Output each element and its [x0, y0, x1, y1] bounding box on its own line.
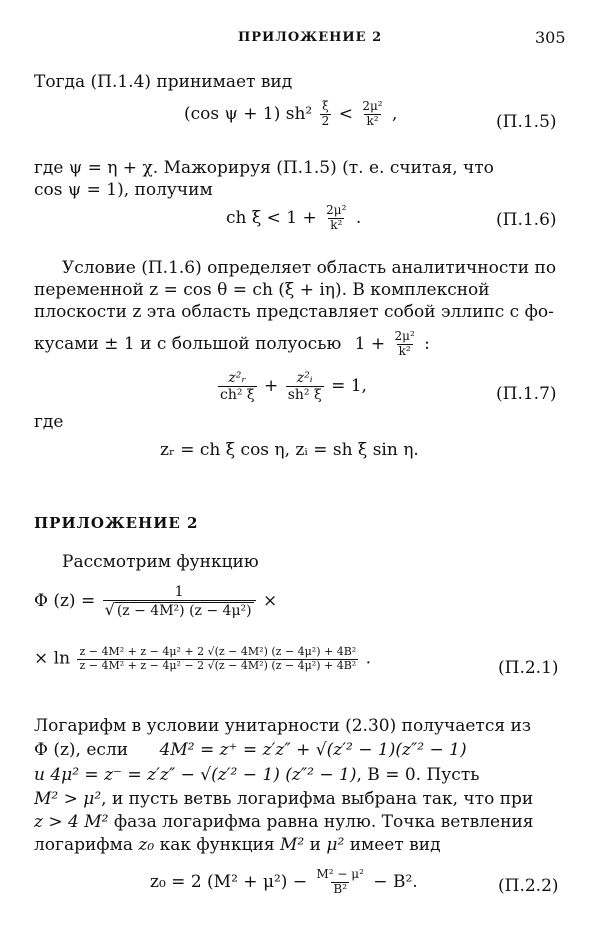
equation-p17 [216, 370, 367, 403]
text-line-1: Тогда (П.1.4) принимает вид [34, 72, 293, 92]
page-number: 305 [535, 28, 566, 47]
text-line-9: Рассмотрим функцию [62, 552, 259, 572]
text-part: кусами ± 1 и с большой полуосью [34, 333, 342, 354]
running-header: ПРИЛОЖЕНИЕ 2 [238, 30, 383, 45]
text-line-10: Логарифм в условии унитарности (2.30) получается из [34, 716, 532, 736]
frac-num: 1 [174, 584, 184, 600]
equation-ln [34, 646, 371, 672]
frac-num: z²ᵢ [296, 370, 313, 386]
eq-fraction [77, 646, 358, 672]
frac-den: k² [398, 343, 411, 358]
text-part: : [418, 333, 430, 354]
eq-fraction [286, 370, 324, 403]
sqrt-sign: √ [104, 600, 115, 620]
text-line-3: cos ψ = 1), получим [34, 180, 213, 200]
eq-part: , [392, 103, 398, 124]
eq-part: (cos ψ + 1) sh² [184, 103, 318, 124]
eq-fraction [320, 100, 332, 129]
equation-p16 [226, 204, 361, 233]
frac-den: ch² ξ [220, 387, 255, 404]
eq-part: . [355, 207, 362, 228]
eq-fraction [360, 100, 384, 129]
frac-num: z²ᵣ [228, 370, 247, 386]
text-line-13 [34, 789, 533, 809]
eq-label-p22: (П.2.2) [498, 876, 559, 896]
frac-den [103, 600, 256, 619]
text-part: как функция [159, 835, 275, 855]
frac-num: 2μ² [394, 329, 415, 343]
equation-phi [34, 584, 277, 619]
condition-1: 4M² = z⁺ = z′z″ + √(z′² − 1)(z″² − 1) [159, 740, 467, 760]
text-line-8: где [34, 412, 64, 432]
frac-den: 2 [321, 113, 330, 128]
condition-3: M² > μ² [34, 789, 102, 809]
text-part: 1 + [354, 333, 391, 354]
equation-zr: zᵣ = ch ξ cos η, zᵢ = sh ξ sin η. [160, 440, 419, 460]
text-line-7 [34, 330, 430, 359]
eq-fraction [324, 204, 348, 233]
eq-fraction [218, 370, 257, 403]
frac-den: k² [366, 113, 379, 128]
eq-fraction [103, 584, 256, 619]
eq-label-p17: (П.1.7) [496, 384, 557, 404]
eq-part: + [264, 376, 284, 397]
eq-fraction [393, 330, 417, 359]
eq-label-p16: (П.1.6) [496, 210, 557, 230]
eq-fraction [315, 868, 366, 897]
frac-num: ξ [322, 99, 329, 113]
text-part: , и пусть ветвь логарифма выбрана так, что при [101, 789, 534, 809]
text-part: Φ (z), если [34, 740, 129, 760]
text-line-2: где ψ = η + χ. Мажорируя (П.1.5) (т. е. считая, что [34, 158, 494, 178]
frac-den: sh² ξ [287, 387, 322, 404]
frac-den: k² [330, 217, 343, 232]
text-part: , B = 0. Пусть [356, 765, 480, 785]
sqrt-body: (z − 4M²) (z − 4μ²) [116, 603, 252, 620]
section-heading: ПРИЛОЖЕНИЕ 2 [34, 514, 199, 532]
text-part: фаза логарифма равна нулю. Точка ветвления [113, 812, 534, 832]
frac-den: B² [333, 881, 348, 896]
text-line-5: переменной z = cos θ = ch (ξ + iη). В комплексной [34, 280, 490, 300]
eq-part: − B². [373, 871, 418, 892]
condition-2: и 4μ² = z⁻ = z′z″ − √(z′² − 1) (z″² − 1) [34, 765, 357, 785]
equation-p15 [184, 100, 397, 129]
eq-part: = 1, [331, 376, 367, 397]
text-part: логарифма [34, 835, 133, 855]
eq-part: . [365, 648, 372, 669]
text-line-14 [34, 812, 534, 832]
equation-p22 [150, 868, 418, 897]
eq-label-p15: (П.1.5) [496, 112, 557, 132]
frac-den: z − 4M² + z − 4μ² − 2 √(z − 4M²) (z − 4μ²) + 4B² [79, 658, 357, 672]
eq-part: ch ξ < 1 + [226, 207, 323, 228]
frac-num: 2μ² [326, 203, 347, 217]
text-line-11 [34, 740, 467, 760]
text-line-4: Условие (П.1.6) определяет область аналитичности по [62, 258, 557, 278]
eq-part: × ln [34, 648, 76, 669]
eq-part: × [263, 591, 278, 612]
eq-part: < [338, 103, 359, 124]
frac-num: z − 4M² + z − 4μ² + 2 √(z − 4M²) (z − 4μ²) + 4B² [79, 645, 357, 658]
frac-num: M² − μ² [316, 867, 364, 881]
eq-label-p21: (П.2.1) [498, 658, 559, 678]
condition-4: z > 4 M² [34, 812, 109, 832]
frac-num: 2μ² [362, 99, 383, 113]
var-mu2: μ² [326, 835, 345, 855]
var-M2: M² [280, 835, 305, 855]
eq-part: z₀ = 2 (M² + μ²) − [150, 871, 313, 892]
text-part: и [309, 835, 321, 855]
text-line-15 [34, 835, 441, 855]
text-part: имеет вид [349, 835, 441, 855]
text-line-6: плоскости z эта область представляет собой эллипс с фо- [34, 302, 554, 322]
text-line-12 [34, 765, 479, 785]
var-z0: z₀ [138, 835, 155, 855]
eq-part: Φ (z) = [34, 591, 101, 612]
